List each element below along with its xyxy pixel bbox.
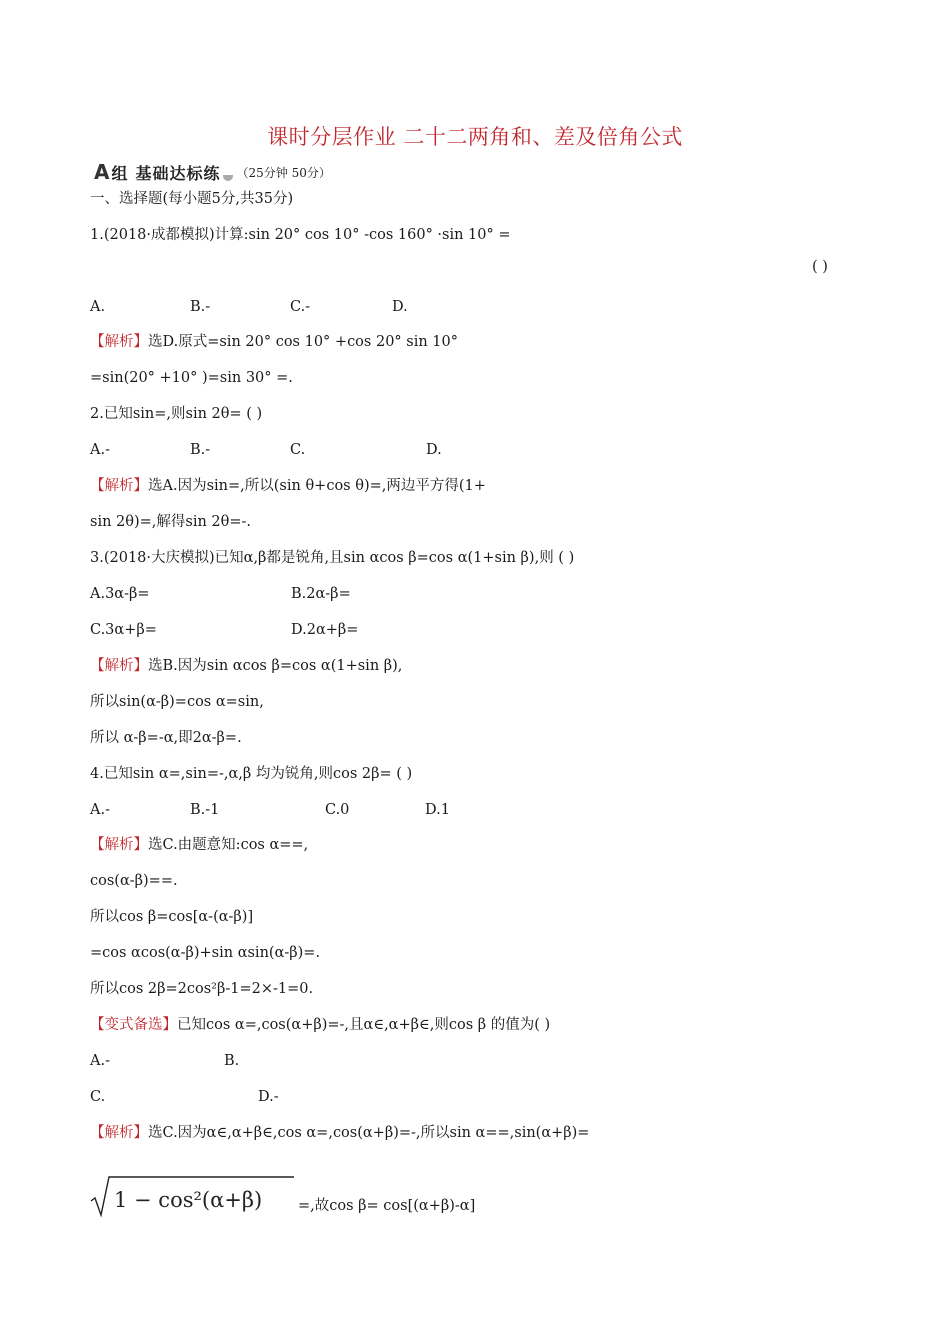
q1-option-d: D. — [392, 299, 408, 315]
q3-option-c: C.3α+β= — [90, 622, 157, 638]
q1-option-b: B.- — [190, 299, 211, 315]
q4-option-b: B.-1 — [190, 802, 220, 818]
analysis-tag: 【解析】 — [90, 658, 148, 674]
q4-analysis-line2: cos(α-β)==. — [90, 873, 178, 889]
analysis-text: 选C.由题意知:cos α==, — [148, 837, 309, 853]
page-title: 课时分层作业 二十二两角和、差及倍角公式 — [267, 125, 683, 149]
q1-option-a: A. — [90, 299, 106, 315]
q4-option-c: C.0 — [325, 802, 350, 818]
q2-analysis — [90, 476, 486, 496]
analysis-text: 选C.因为α∈,α+β∈,cos α=,cos(α+β)=-,所以sin α==,sin(α+β)= — [148, 1125, 590, 1141]
q3-analysis-line3: 所以 α-β=-α,即2α-β=. — [90, 730, 242, 746]
q4-analysis-line5: 所以cos 2β=2cos²β-1=2×-1=0. — [90, 981, 314, 997]
section-name: 基础达标练 — [135, 163, 221, 183]
analysis-text: 选A.因为sin=,所以(sin θ+cos θ)=,两边平方得(1+ — [148, 478, 486, 494]
variant-option-d: D.- — [258, 1089, 279, 1105]
q4-option-a: A.- — [90, 802, 110, 818]
part-heading: 一、选择题(每小题5分,共35分) — [90, 191, 294, 207]
q1-stem: 1.(2018·成都模拟)计算:sin 20° cos 10° -cos 160° ·sin 10° = — [90, 227, 511, 243]
q4-analysis-line4: =cos αcos(α-β)+sin αsin(α-β)=. — [90, 945, 321, 961]
group-badge: A — [94, 160, 110, 184]
q3-analysis — [90, 656, 402, 676]
q2-option-d: D. — [426, 442, 442, 458]
section-time: （25分钟 50分） — [236, 165, 331, 180]
q4-analysis-line3: 所以cos β=cos[α-(α-β)] — [90, 909, 254, 925]
variant-tag: 【变式备选】 — [90, 1017, 177, 1033]
analysis-tag: 【解析】 — [90, 478, 148, 494]
sqrt-formula — [90, 1175, 296, 1219]
q1-answer-paren: ( ) — [812, 259, 828, 275]
q3-option-a: A.3α-β= — [90, 586, 150, 602]
q2-option-c: C. — [290, 442, 306, 458]
q2-stem: 2.已知sin=,则sin 2θ= ( ) — [90, 406, 263, 422]
q3-analysis-line2: 所以sin(α-β)=cos α=sin, — [90, 694, 264, 710]
section-header — [94, 160, 331, 184]
q3-stem: 3.(2018·大庆模拟)已知α,β都是锐角,且sin αcos β=cos α(1+sin β),则 ( ) — [90, 550, 575, 566]
variant-text: 已知cos α=,cos(α+β)=-,且α∈,α+β∈,则cos β 的值为( ) — [177, 1017, 551, 1033]
q4-analysis — [90, 835, 308, 855]
q4-stem: 4.已知sin α=,sin=-,α,β 均为锐角,则cos 2β= ( ) — [90, 766, 413, 782]
analysis-tag: 【解析】 — [90, 334, 148, 350]
analysis-tag: 【解析】 — [90, 1125, 148, 1141]
q2-option-b: B.- — [190, 442, 211, 458]
analysis-text: 选D.原式=sin 20° cos 10° +cos 20° sin 10° — [148, 334, 459, 350]
analysis-tag: 【解析】 — [90, 837, 148, 853]
variant-option-b: B. — [224, 1053, 240, 1069]
q2-option-a: A.- — [90, 442, 110, 458]
q3-option-b: B.2α-β= — [291, 586, 351, 602]
variant-analysis — [90, 1123, 589, 1143]
q1-analysis — [90, 332, 458, 352]
sqrt-tail-text: =,故cos β= cos[(α+β)-α] — [298, 1198, 476, 1214]
decoration-icon — [223, 175, 233, 181]
variant-option-c: C. — [90, 1089, 106, 1105]
analysis-text: 选B.因为sin αcos β=cos α(1+sin β), — [148, 658, 403, 674]
q1-analysis-line2: =sin(20° +10° )=sin 30° =. — [90, 370, 293, 386]
variant-stem — [90, 1015, 550, 1035]
q4-option-d: D.1 — [425, 802, 450, 818]
group-label: 组 — [111, 163, 128, 183]
sqrt-expression-line — [90, 1175, 475, 1219]
q2-analysis-line2: sin 2θ)=,解得sin 2θ=-. — [90, 514, 252, 530]
sqrt-radicand: 1 − cos²(α+β) — [114, 1188, 263, 1212]
q3-option-d: D.2α+β= — [291, 622, 359, 638]
q1-option-c: C.- — [290, 299, 311, 315]
variant-option-a: A.- — [90, 1053, 110, 1069]
